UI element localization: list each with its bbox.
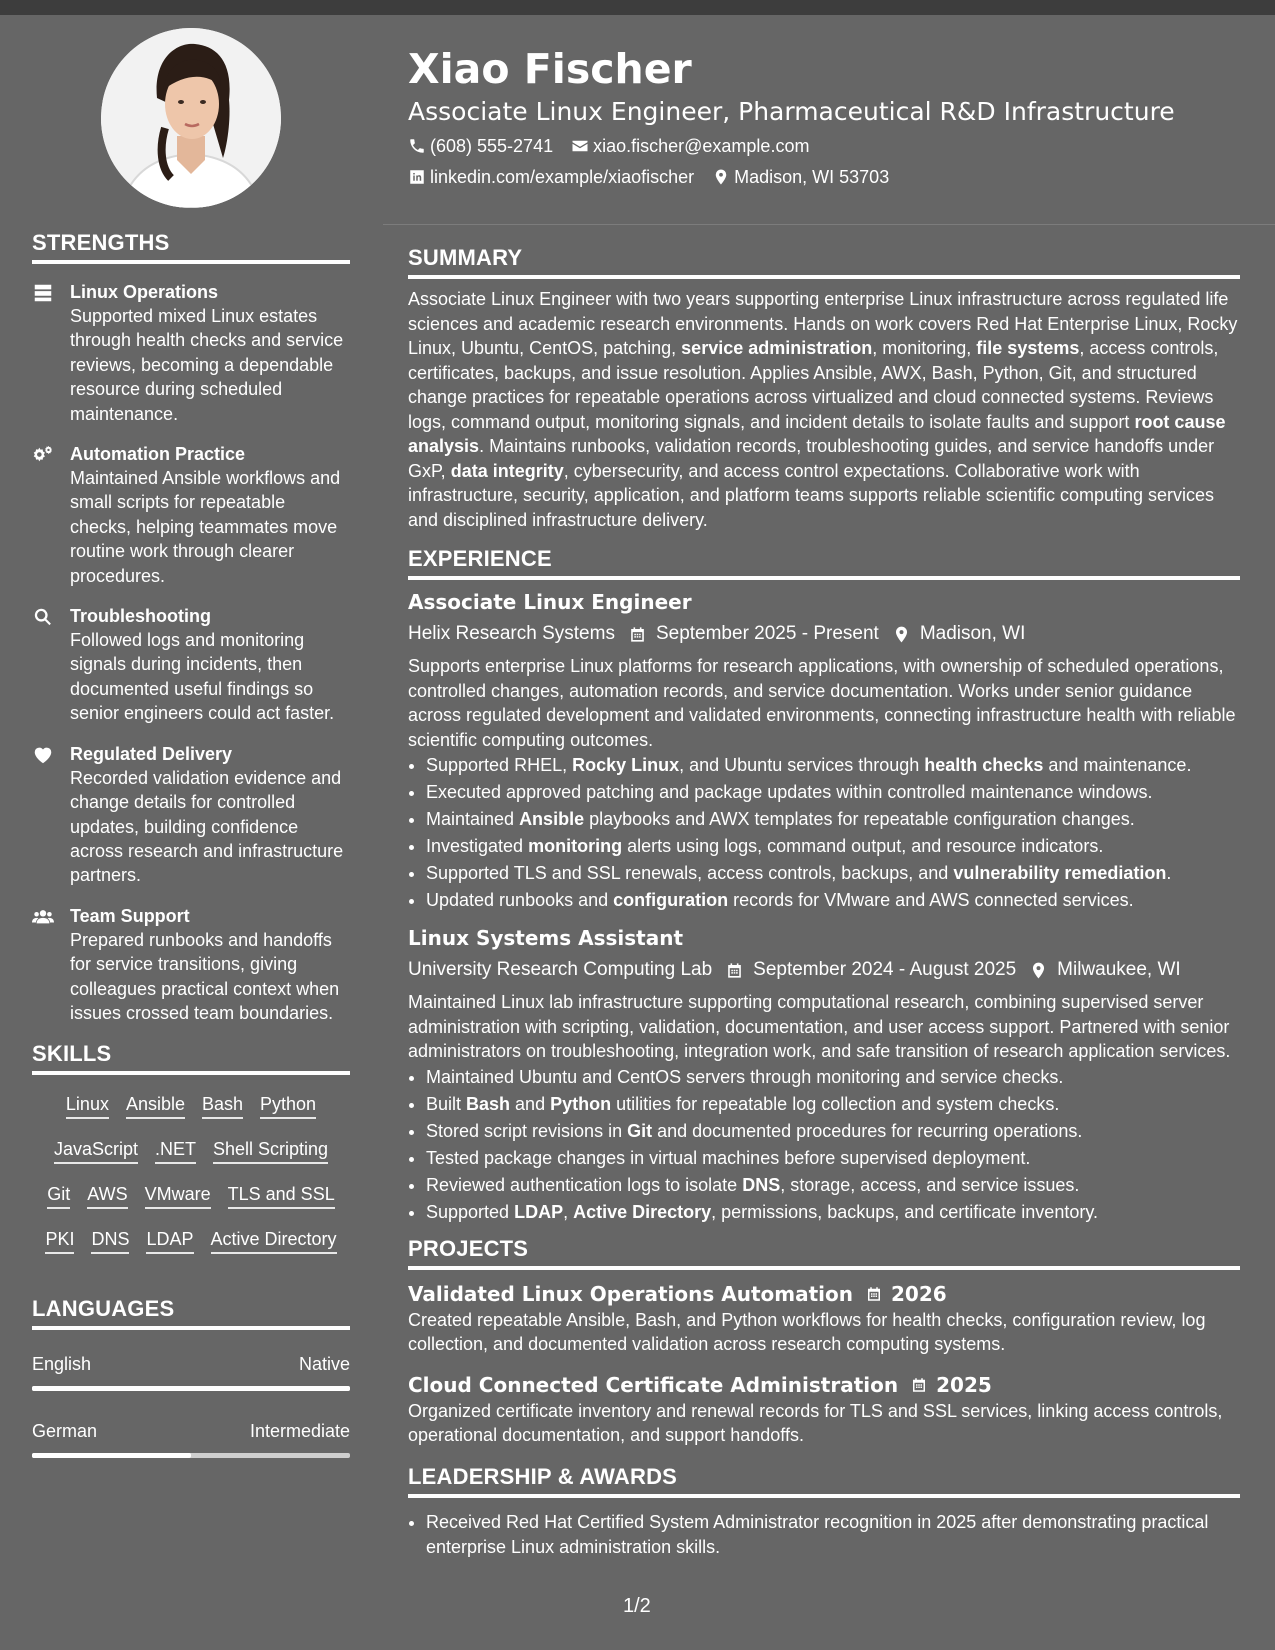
resume-header xyxy=(408,43,1238,189)
skill-tag: .NET xyxy=(155,1138,196,1164)
text-segment: . Maintains runbooks, validation records, troubleshooting guides, and service handoffs under GxP, xyxy=(408,436,1215,481)
job-location: Milwaukee, WI xyxy=(1057,959,1181,980)
header-divider xyxy=(383,224,1275,225)
language-name: German xyxy=(32,1421,98,1442)
skill-tag: AWS xyxy=(87,1183,127,1209)
language-level: Intermediate xyxy=(249,1421,350,1442)
text-segment: Investigated xyxy=(426,836,529,856)
award-item: • Received Red Hat Certified System Administrator recognition in 2025 after demonstrating practical enterprise Linux administration skills. xyxy=(426,1510,1240,1560)
skill-tag: JavaScript xyxy=(54,1138,138,1164)
server-icon xyxy=(32,280,70,426)
project-title xyxy=(408,1280,1240,1308)
calendar-icon xyxy=(725,961,744,980)
skills-heading: SKILLS xyxy=(32,1041,350,1075)
calendar-icon xyxy=(628,625,647,644)
emphasis-text: health checks xyxy=(924,755,1044,775)
text-segment: , and Ubuntu services through xyxy=(679,755,925,775)
summary-heading: SUMMARY xyxy=(408,245,1240,279)
users-icon xyxy=(32,904,70,1026)
text-segment: Executed approved patching and package updates within controlled maintenance windows. xyxy=(426,782,1153,802)
strength-desc: Prepared runbooks and handoffs for service transitions, giving colleagues practical context when issues crossed team boundaries. xyxy=(70,929,340,1023)
language-bar-fill xyxy=(32,1453,191,1458)
strength-desc: Followed logs and monitoring signals during incidents, then documented useful findings so senior engineers could act faster. xyxy=(70,630,335,724)
location-contact xyxy=(712,165,889,189)
skill-tag: PKI xyxy=(45,1228,74,1254)
text-segment: Supported TLS and SSL renewals, access controls, backups, and xyxy=(426,863,954,883)
job-description: Supports enterprise Linux platforms for research applications, with ownership of scheduled operations, controlled changes, automation records, and service documentation. Works under senior guidance across regulated development and validated environments, connecting infrastructure health with reliable scientific computing outcomes. xyxy=(408,656,1236,750)
text-segment: , xyxy=(563,1201,574,1222)
strength-item xyxy=(32,280,350,426)
text-segment: and documented procedures for recurring operations. xyxy=(652,1120,1083,1141)
calendar-icon xyxy=(865,1285,883,1303)
text-segment: and maintenance. xyxy=(1043,755,1192,775)
summary-text xyxy=(408,287,1240,532)
emphasis-text: Python xyxy=(550,1093,612,1114)
job-dates: September 2025 - Present xyxy=(655,623,879,644)
project-year: 2025 xyxy=(936,1372,992,1397)
emphasis-text: monitoring xyxy=(528,836,623,856)
project-entry xyxy=(408,1280,1240,1357)
emphasis-text: vulnerability remediation xyxy=(953,863,1167,883)
skill-tag: Ansible xyxy=(126,1093,185,1119)
strength-item xyxy=(32,742,350,888)
language-item xyxy=(32,1419,350,1458)
strength-desc: Maintained Ansible workflows and small scripts for repeatable checks, helping teammates move routine work through clearer procedures. xyxy=(70,468,341,586)
text-segment: Reviewed authentication logs to isolate xyxy=(426,1174,743,1195)
text-segment: , access controls, certificates, backups, and issue resolution. Applies Ansible, AWX, Bash, Python, Git, and structured change practices for repeatable operations across virtualized and cloud connected systems. Reviews logs, command output, monitoring signals, and incident details to isolate faults and support xyxy=(408,338,1219,432)
skill-tag: VMware xyxy=(145,1183,211,1209)
project-description: Created repeatable Ansible, Bash, and Python workflows for health checks, configuration review, log collection, and documented validation across research computing systems. xyxy=(408,1309,1206,1354)
text-segment: , monitoring, xyxy=(872,338,977,358)
bullet-item xyxy=(426,833,1240,860)
emphasis-text: Git xyxy=(627,1120,653,1141)
emphasis-text: Active Directory xyxy=(573,1201,712,1222)
job-company: University Research Computing Lab xyxy=(408,959,713,980)
skill-tag: Bash xyxy=(202,1093,243,1119)
text-segment: playbooks and AWX templates for repeatable configuration changes. xyxy=(584,809,1135,829)
skill-tag: Git xyxy=(47,1183,70,1209)
text-segment: Maintained xyxy=(426,809,520,829)
text-segment: Tested package changes in virtual machines before supervised deployment. xyxy=(426,1147,1031,1168)
strength-title: Team Support xyxy=(70,905,190,926)
text-segment: . xyxy=(1166,863,1172,883)
experience-heading: EXPERIENCE xyxy=(408,546,1240,580)
envelope-icon xyxy=(571,137,589,155)
email-contact[interactable] xyxy=(571,134,809,158)
contact-row-1 xyxy=(408,134,1238,158)
strength-desc: Recorded validation evidence and change details for controlled updates, building confidence across research and infrastructure partners. xyxy=(70,767,344,886)
project-description: Organized certificate inventory and renewal records for TLS and SSL services, linking access controls, operational documentation, and support handoffs. xyxy=(408,1400,1223,1445)
skill-tag: DNS xyxy=(91,1228,129,1254)
job-entry xyxy=(408,588,1240,914)
candidate-role: Associate Linux Engineer, Pharmaceutical R&D Infrastructure xyxy=(408,97,1175,126)
map-pin-icon xyxy=(1029,961,1048,980)
job-entry xyxy=(408,924,1240,1226)
emphasis-text: Rocky Linux xyxy=(572,755,680,775)
emphasis-text: root cause analysis xyxy=(408,411,1226,456)
text-segment: , cybersecurity, and access control expectations. Collaborative work with infrastructure, security, application, and platform teams supports reliable scientific computing services and disciplined infrastructure delivery. xyxy=(408,460,1215,530)
strength-title: Automation Practice xyxy=(70,444,246,465)
emphasis-text: data integrity xyxy=(450,460,564,481)
projects-heading: PROJECTS xyxy=(408,1236,1240,1270)
linkedin-contact[interactable] xyxy=(408,165,694,189)
bullet-item xyxy=(426,779,1240,806)
location-text: Madison, WI 53703 xyxy=(734,167,890,187)
text-segment: Updated runbooks and xyxy=(426,890,614,910)
bullet-item xyxy=(426,1064,1240,1091)
top-bar xyxy=(0,0,1275,15)
job-location: Madison, WI xyxy=(919,623,1026,644)
language-bar xyxy=(32,1386,350,1391)
languages-list xyxy=(32,1340,350,1458)
strength-item xyxy=(32,604,350,726)
emphasis-text: service administration xyxy=(681,338,873,358)
project-name: Cloud Connected Certificate Administration xyxy=(408,1372,899,1397)
bullet-item xyxy=(426,806,1240,833)
language-level: Native xyxy=(298,1354,350,1375)
phone-contact xyxy=(408,134,553,158)
bullet-item xyxy=(426,1199,1240,1226)
emphasis-text: Ansible xyxy=(519,809,585,829)
project-name: Validated Linux Operations Automation xyxy=(408,1281,853,1306)
contact-row-2 xyxy=(408,165,1238,189)
text-segment: records for VMware and AWS connected services. xyxy=(728,890,1134,910)
job-title: Associate Linux Engineer xyxy=(408,590,692,614)
profile-photo xyxy=(101,28,281,208)
job-bullets xyxy=(408,752,1240,914)
strengths-list xyxy=(32,274,350,1025)
job-bullets xyxy=(408,1064,1240,1226)
search-icon xyxy=(32,604,70,726)
awards-list xyxy=(408,1510,1240,1560)
skill-tag: Active Directory xyxy=(211,1228,337,1254)
map-pin-icon xyxy=(892,625,911,644)
skill-tag: TLS and SSL xyxy=(228,1183,335,1209)
bullet-item xyxy=(426,887,1240,914)
sidebar xyxy=(32,230,350,1486)
skill-tag: LDAP xyxy=(146,1228,193,1254)
map-pin-icon xyxy=(712,168,730,186)
emphasis-text: LDAP xyxy=(514,1201,564,1222)
text-segment: , permissions, backups, and certificate inventory. xyxy=(711,1201,1098,1222)
calendar-icon xyxy=(910,1376,928,1394)
linkedin-url[interactable]: linkedin.com/example/xiaofischer xyxy=(430,167,695,187)
job-description: Maintained Linux lab infrastructure supporting computational research, combining supervised server administration with scripting, validation, documentation, and user access support. Partnered with senior administrators on troubleshooting, integration work, and safe transition of research application services. xyxy=(408,992,1231,1061)
strength-title: Regulated Delivery xyxy=(70,743,233,764)
text-segment: Built xyxy=(426,1093,467,1114)
project-year: 2026 xyxy=(891,1281,947,1306)
awards-heading: LEADERSHIP & AWARDS xyxy=(408,1464,1240,1498)
text-segment: Stored script revisions in xyxy=(426,1120,628,1141)
strengths-heading: STRENGTHS xyxy=(32,230,350,264)
skill-tag: Linux xyxy=(66,1093,109,1119)
text-segment: and xyxy=(510,1093,551,1114)
language-name: English xyxy=(32,1354,92,1375)
phone-number: (608) 555-2741 xyxy=(430,136,554,156)
text-segment: Supported xyxy=(426,1201,515,1222)
bullet-item xyxy=(426,860,1240,887)
bullet-item xyxy=(426,752,1240,779)
page-number: 1/2 xyxy=(623,1595,651,1617)
main-content xyxy=(408,245,1240,1560)
heart-icon xyxy=(32,742,70,888)
text-segment: Associate Linux Engineer with two years supporting enterprise Linux infrastructure across regulated life sciences and academic research environments. Hands on work covers Red Hat Enterprise Linux, Rocky Linux, Ubuntu, CentOS, patching, xyxy=(408,289,1238,358)
bullet-item xyxy=(426,1172,1240,1199)
project-title xyxy=(408,1371,1240,1399)
strength-desc: Supported mixed Linux estates through health checks and service reviews, becoming a dependable resource during scheduled maintenance. xyxy=(70,306,344,424)
job-meta xyxy=(408,620,1240,648)
bullet-item xyxy=(426,1118,1240,1145)
strength-item xyxy=(32,904,350,1026)
text-segment: utilities for repeatable log collection and system checks. xyxy=(611,1093,1060,1114)
strength-item xyxy=(32,442,350,588)
linkedin-icon xyxy=(408,168,426,186)
strength-title: Troubleshooting xyxy=(70,606,211,627)
languages-heading: LANGUAGES xyxy=(32,1296,350,1330)
emphasis-text: Bash xyxy=(466,1093,511,1114)
email-address[interactable]: xiao.fischer@example.com xyxy=(593,136,810,156)
skills-list xyxy=(32,1085,350,1254)
text-segment: Maintained Ubuntu and CentOS servers through monitoring and service checks. xyxy=(426,1066,1064,1087)
strength-title: Linux Operations xyxy=(70,282,219,302)
job-title: Linux Systems Assistant xyxy=(408,926,684,950)
job-meta xyxy=(408,956,1240,984)
skill-tag: Python xyxy=(260,1093,316,1119)
text-segment: Supported RHEL, xyxy=(426,755,573,775)
text-segment: alerts using logs, command output, and resource indicators. xyxy=(622,836,1104,856)
emphasis-text: DNS xyxy=(742,1174,781,1195)
job-company: Helix Research Systems xyxy=(408,623,615,644)
language-bar xyxy=(32,1453,350,1458)
bullet-item xyxy=(426,1091,1240,1118)
portrait-image xyxy=(101,28,281,208)
emphasis-text: file systems xyxy=(976,338,1080,358)
bullet-item xyxy=(426,1145,1240,1172)
language-bar-fill xyxy=(32,1386,350,1391)
emphasis-text: configuration xyxy=(613,890,729,910)
phone-icon xyxy=(408,137,426,155)
language-item xyxy=(32,1352,350,1391)
project-entry xyxy=(408,1371,1240,1448)
resume-page xyxy=(0,15,1275,1650)
text-segment: , storage, access, and service issues. xyxy=(780,1174,1080,1195)
gears-icon xyxy=(32,442,70,588)
candidate-name: Xiao Fischer xyxy=(408,45,692,93)
skill-tag: Shell Scripting xyxy=(213,1138,328,1164)
job-dates: September 2024 - August 2025 xyxy=(753,959,1017,980)
